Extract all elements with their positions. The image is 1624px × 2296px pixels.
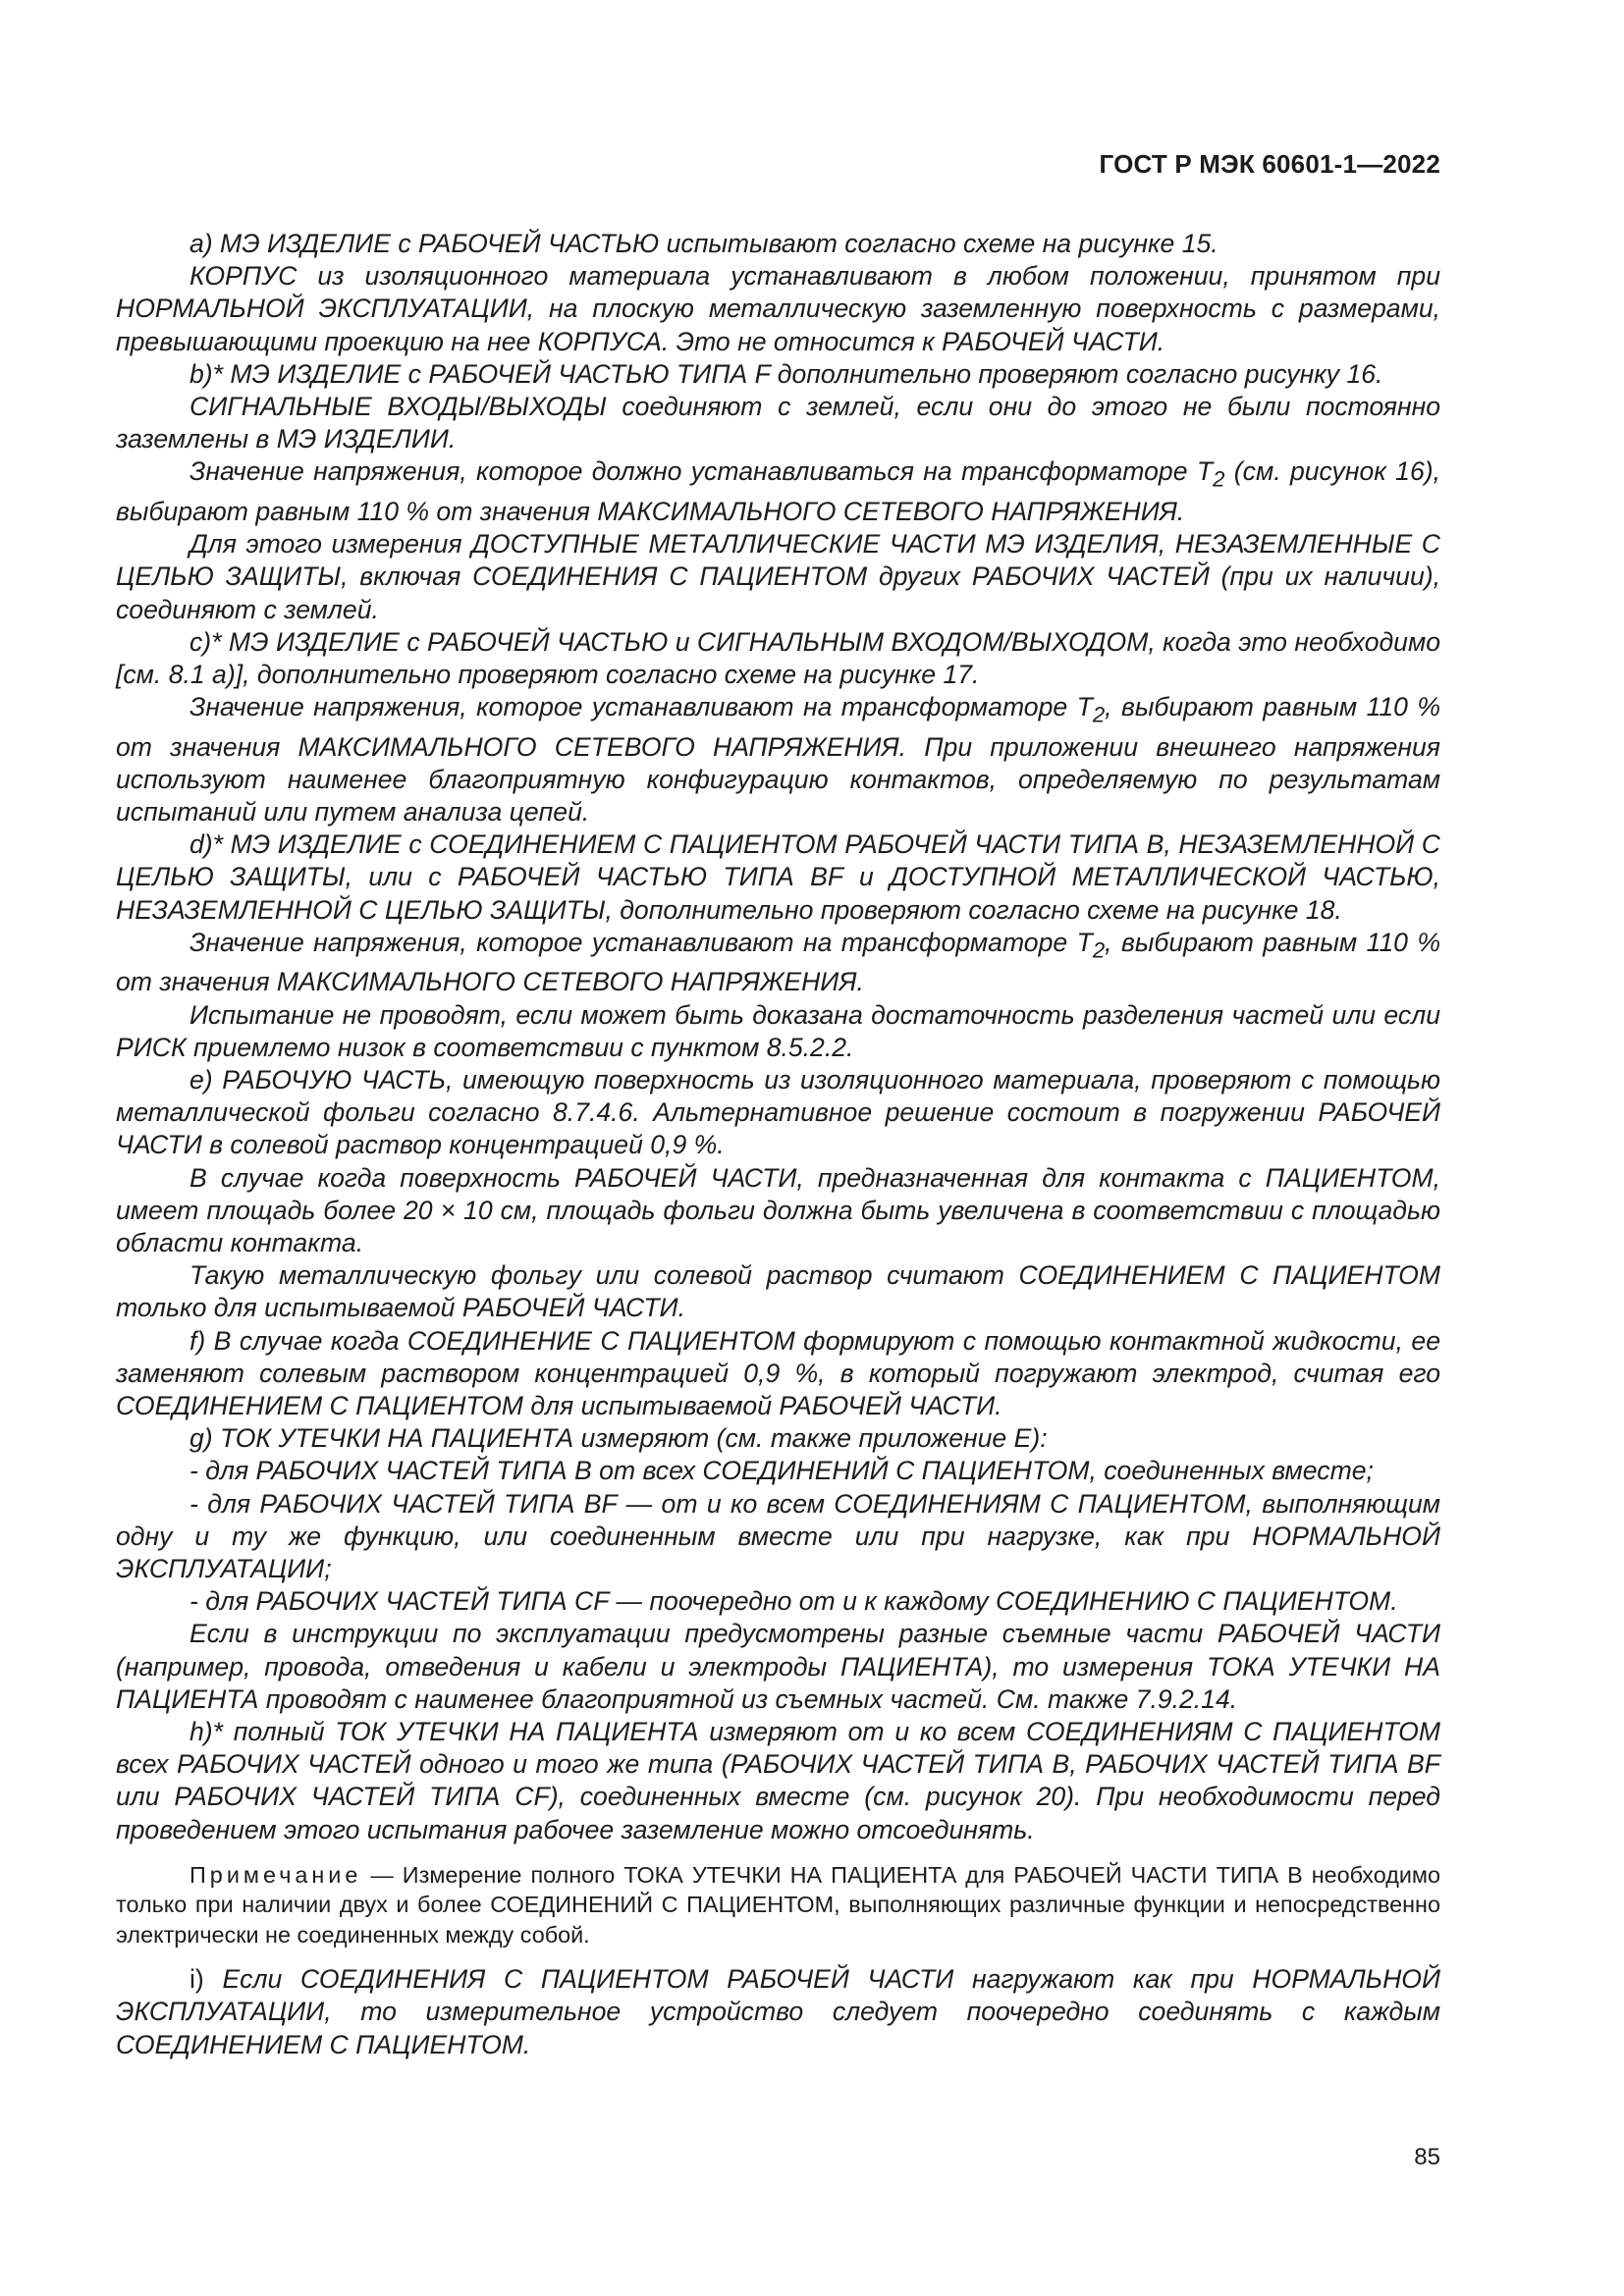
paragraph-e: е) РАБОЧУЮ ЧАСТЬ, имеющую поверхность из изоляционного материала, проверяют с помощью металлической фольги согласно 8.7.4.6. Альтернативное решение состоит в погружении РАБОЧЕЙ ЧАСТИ в солевой раствор концентрацией 0,9 %. [116,1065,1440,1160]
paragraph-foil-area: В случае когда поверхность РАБОЧЕЙ ЧАСТИ, предназначенная для контакта с ПАЦИЕНТОМ, имеет площадь более 20 × 10 см, площадь фольги должна быть увеличена в соответствии с площадью области контакта. [116,1162,1440,1258]
list-item-type-bf: - для РАБОЧИХ ЧАСТЕЙ ТИПА BF — от и ко всем СОЕДИНЕНИЯМ С ПАЦИЕНТОМ, выполняющим одну и ту же функцию, или соединенным вместе или при нагрузке, как при НОРМАЛЬНОЙ ЭКСПЛУАТАЦИИ; [116,1488,1440,1584]
paragraph-b: b)* МЭ ИЗДЕЛИЕ с РАБОЧЕЙ ЧАСТЬЮ ТИПА F дополнительно проверяют согласно рисунку 16. [189,358,1383,389]
paragraph-i: i) Если СОЕДИНЕНИЯ С ПАЦИЕНТОМ РАБОЧЕЙ ЧАСТИ нагружают как при НОРМАЛЬНОЙ ЭКСПЛУАТАЦИИ, то измерительное устройство следует поочередно соединять с каждым СОЕДИНЕНИЕМ С ПАЦИЕНТОМ. [116,1964,1440,2059]
paragraph-voltage-external: Значение напряжения, которое устанавливают на трансформаторе $T_2$, выбирают равным 110 % от значения МАКСИМАЛЬНОГО СЕТЕВОГО НАПРЯЖЕНИЯ. При приложении внешнего напряжения используют наименее благоприятную конфигурацию контактов, определяемую по результатам испытаний или путем анализа цепей. [116,692,1441,828]
paragraph-foil-connection: Такую металлическую фольгу или солевой раствор считают СОЕДИНЕНИЕМ С ПАЦИЕНТОМ только для испытываемой РАБОЧЕЙ ЧАСТИ. [116,1260,1440,1323]
paragraph-c: с)* МЭ ИЗДЕЛИЕ с РАБОЧЕЙ ЧАСТЬЮ и СИГНАЛЬНЫМ ВХОДОМ/ВЫХОДОМ, когда это необходимо [см. 8.1 а)], дополнительно проверяют согласно схеме на рисунке 17. [116,626,1440,689]
note-text: — Измерение полного ТОКА УТЕЧКИ НА ПАЦИЕНТА для РАБОЧЕЙ ЧАСТИ ТИПА В необходимо только при наличии двух и более СОЕДИНЕНИЙ С ПАЦИЕНТОМ, выполняющих различные функции и непосредственно электрически не соединенных между собой. [116,1861,1440,1948]
paragraph-d: d)* МЭ ИЗДЕЛИЕ с СОЕДИНЕНИЕМ С ПАЦИЕНТОМ РАБОЧЕЙ ЧАСТИ ТИПА В, НЕЗАЗЕМЛЕННОЙ С ЦЕЛЬЮ ЗАЩИТЫ, или с РАБОЧЕЙ ЧАСТЬЮ ТИПА BF и ДОСТУПНОЙ МЕТАЛЛИЧЕСКОЙ ЧАСТЬЮ, НЕЗАЗЕМЛЕННОЙ С ЦЕЛЬЮ ЗАЩИТЫ, дополнительно проверяют согласно схеме на рисунке 18. [116,829,1440,925]
paragraph-removable-parts: Если в инструкции по эксплуатации предусмотрены разные съемные части РАБОЧЕЙ ЧАСТИ (например, провода, отведения и кабели и электроды ПАЦИЕНТА), то измерения ТОКА УТЕЧКИ НА ПАЦИЕНТА проводят с наименее благоприятной из съемных частей. См. также 7.9.2.14. [116,1619,1440,1714]
note [116,1860,1440,1949]
paragraph-f: f) В случае когда СОЕДИНЕНИЕ С ПАЦИЕНТОМ формируют с помощью контактной жидкости, ее заменяют солевым раствором концентрацией 0,9 %, в который погружают электрод, считая его СОЕДИНЕНИЕМ С ПАЦИЕНТОМ для испытываемой РАБОЧЕЙ ЧАСТИ. [116,1325,1440,1421]
paragraph-h: h)* полный ТОК УТЕЧКИ НА ПАЦИЕНТА измеряют от и ко всем СОЕДИНЕНИЯМ С ПАЦИЕНТОМ всех РАБОЧИХ ЧАСТЕЙ одного и того же типа (РАБОЧИХ ЧАСТЕЙ ТИПА В, РАБОЧИХ ЧАСТЕЙ ТИПА BF или РАБОЧИХ ЧАСТЕЙ ТИПА CF), соединенных вместе (см. рисунок 20). При необходимости перед проведением этого испытания рабочее заземление можно отсоединять. [116,1717,1440,1844]
paragraph-voltage-fig16: Значение напряжения, которое должно устанавливаться на трансформаторе $T_2$ (см. рисунок 16), выбирают равным 110 % от значения МАКСИМАЛЬНОГО СЕТЕВОГО НАПРЯЖЕНИЯ. [116,456,1440,526]
paragraph-measurement: Для этого измерения ДОСТУПНЫЕ МЕТАЛЛИЧЕСКИЕ ЧАСТИ МЭ ИЗДЕЛИЯ, НЕЗАЗЕМЛЕННЫЕ С ЦЕЛЬЮ ЗАЩИТЫ, включая СОЕДИНЕНИЯ С ПАЦИЕНТОМ других РАБОЧИХ ЧАСТЕЙ (при их наличии), соединяют с землей. [116,529,1440,624]
document-header: ГОСТ Р МЭК 60601-1—2022 [1099,149,1440,179]
paragraph-g: g) ТОК УТЕЧКИ НА ПАЦИЕНТА измеряют (см. также приложение Е): [189,1423,1048,1454]
list-item-type-b: - для РАБОЧИХ ЧАСТЕЙ ТИПА В от всех СОЕДИНЕНИЙ С ПАЦИЕНТОМ, соединенных вместе; [189,1456,1374,1486]
paragraph-signal-io: СИГНАЛЬНЫЕ ВХОДЫ/ВЫХОДЫ соединяют с землей, если они до этого не были постоянно заземлены в МЭ ИЗДЕЛИИ. [116,392,1440,454]
note-label: Примечание [189,1861,362,1888]
paragraph-voltage-fig18: Значение напряжения, которое устанавливают на трансформаторе $T_2$, выбирают равным 110 % от значения МАКСИМАЛЬНОГО СЕТЕВОГО НАПРЯЖЕНИЯ. [116,927,1441,997]
paragraph-a: а) МЭ ИЗДЕЛИЕ с РАБОЧЕЙ ЧАСТЬЮ испытывают согласно схеме на рисунке 15. [189,229,1218,258]
paragraph-housing: КОРПУС из изоляционного материала устанавливают в любом положении, принятом при НОРМАЛЬНОЙ ЭКСПЛУАТАЦИИ, на плоскую металлическую заземленную поверхность с размерами, превышающими проекцию на нее КОРПУСА. Это не относится к РАБОЧЕЙ ЧАСТИ. [116,261,1440,356]
document-body [116,228,1440,2061]
paragraph-test-skip: Испытание не проводят, если может быть доказана достаточность разделения частей или если РИСК приемлемо низок в соответствии с пунктом 8.5.2.2. [116,999,1440,1062]
list-item-type-cf: - для РАБОЧИХ ЧАСТЕЙ ТИПА CF — поочередно от и к каждому СОЕДИНЕНИЮ С ПАЦИЕНТОМ. [189,1586,1398,1617]
page-number: 85 [1414,2144,1440,2170]
